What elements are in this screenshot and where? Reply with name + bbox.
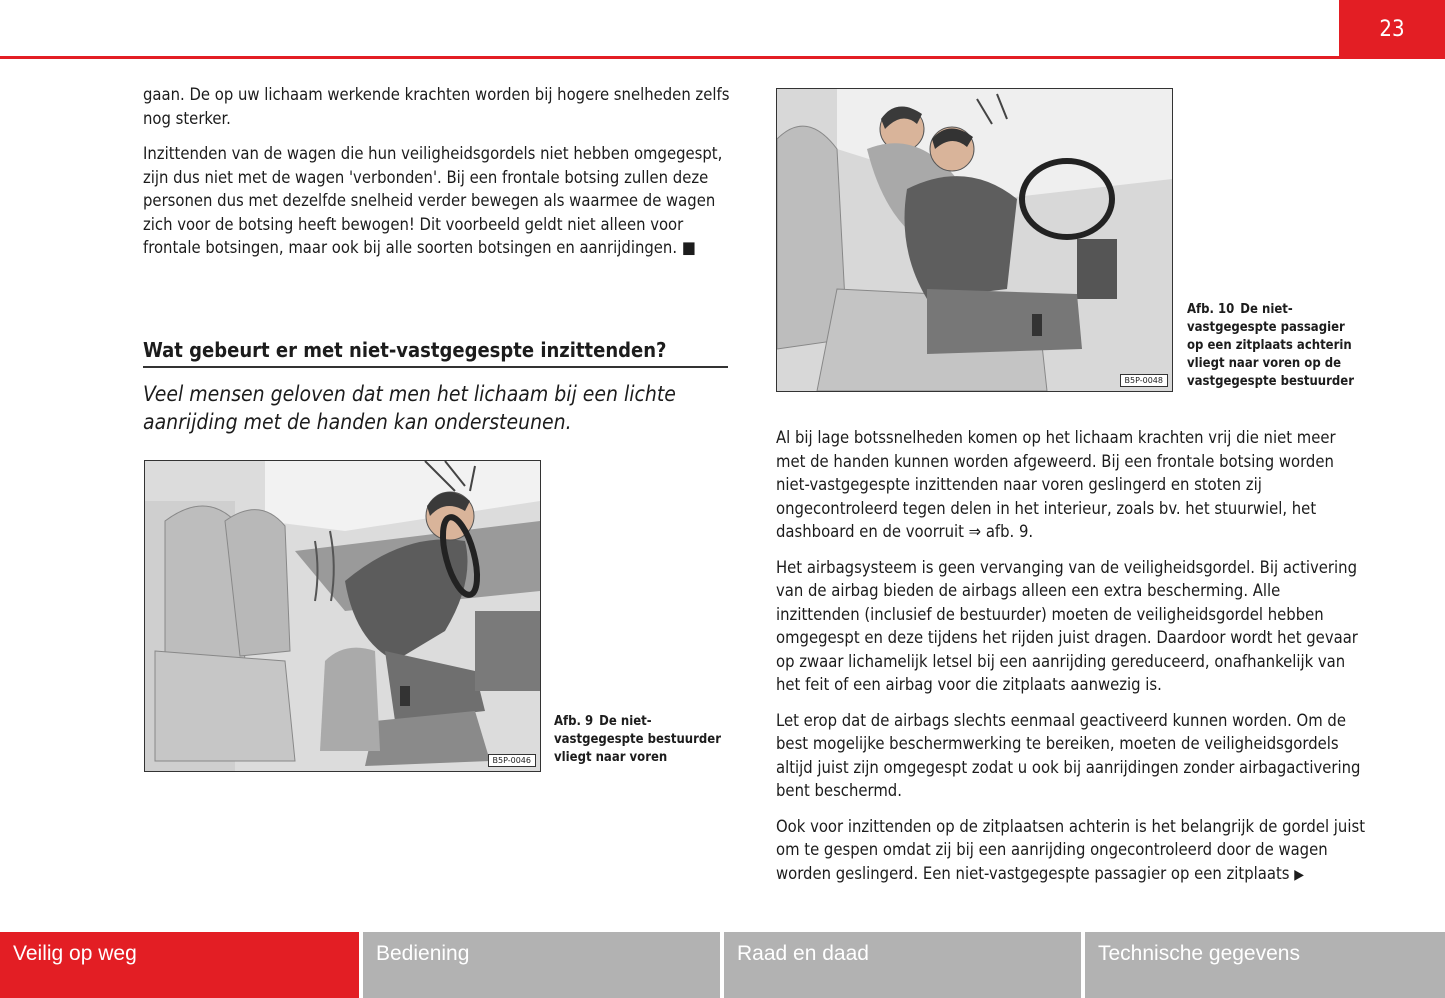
- tab-raad-en-daad[interactable]: Raad en daad: [724, 932, 1081, 998]
- section-lead: Veel mensen geloven dat men het lichaam bij een lichte aanrijding met de handen kan ondersteunen.: [143, 382, 676, 434]
- passenger-crash-drawing: [777, 89, 1172, 391]
- figure-9-caption: [554, 713, 729, 767]
- tab-bediening[interactable]: Bediening: [363, 932, 720, 998]
- figure-10-illustration: [776, 88, 1173, 392]
- paragraph: [776, 815, 1366, 888]
- figure-code: B5P-0046: [488, 754, 536, 767]
- paragraph: Let erop dat de airbags slechts eenmaal geactiveerd kunnen worden. Om de best mogelijke beschermwerking te bereiken, moeten de veiligheidsgordels altijd juist zijn omgegespt zodat u ook bij aanrijdingen zonder airbagactivering bent beschermd.: [776, 710, 1361, 800]
- figure-label: Afb. 10: [1187, 302, 1235, 317]
- continue-arrow-icon[interactable]: ▶: [1294, 866, 1304, 883]
- caption-text: De niet-vastgegespte passagier op een zitplaats achterin vliegt naar voren op de vastgegespte bestuurder: [1187, 302, 1354, 389]
- figure-10-caption: [1187, 301, 1357, 391]
- left-column-text: [143, 83, 733, 272]
- figure-code: B5P-0048: [1120, 374, 1168, 387]
- caption-text: De niet-vastgegespte bestuurder vliegt naar voren: [554, 714, 721, 765]
- paragraph: Het airbagsysteem is geen vervanging van de veiligheidsgordel. Bij activering van de airbag bieden de airbags alleen een extra bescherming. Alle inzittenden (inclusief de bestuurder) moeten de veiligheidsgordel hebben omgegespt en deze tijdens het rijden juist dragen. Daardoor wordt het gevaar op zwaar lichamelijk letsel bij een aanrijding gereduceerd, onafhankelijk van het feit of een airbag voor die zitplaats aanwezig is.: [776, 557, 1358, 694]
- paragraph: gaan. De op uw lichaam werkende krachten worden bij hogere snelheden zelfs nog sterker.: [143, 85, 730, 128]
- paragraph-text: Ook voor inzittenden op de zitplaatsen achterin is het belangrijk de gordel juist om te gespen omdat zij bij een aanrijding ongecontroleerd door de wagen worden geslingerd. Een niet-vastgegespte passagier op een zitplaats: [776, 816, 1366, 883]
- chapter-nav: [0, 932, 1445, 998]
- right-column-text: [776, 426, 1366, 899]
- tab-veilig-op-weg[interactable]: Veilig op weg: [0, 932, 359, 998]
- paragraph: Inzittenden van de wagen die hun veiligheidsgordels niet hebben omgegespt, zijn dus niet met de wagen 'verbonden'. Bij een frontale botsing zullen deze personen dus met dezelfde snelheid verder bewegen als waarmee de wagen zich voor de botsing heeft bewogen! Dit voorbeeld geldt niet alleen voor frontale botsingen, maar ook bij alle soorten botsingen en aanrijdingen. ■: [143, 144, 723, 257]
- section-heading: Wat gebeurt er met niet-vastgegespte inzittenden?: [143, 338, 728, 368]
- header-rule: [0, 56, 1445, 59]
- page-number: 23: [1339, 0, 1445, 58]
- figure-label: Afb. 9: [554, 714, 594, 729]
- paragraph: Al bij lage botssnelheden komen op het lichaam krachten vrij die niet meer met de handen kunnen worden afgeweerd. Bij een frontale botsing worden niet-vastgegespte inzittenden naar voren geslingerd en stoten zij ongecontroleerd tegen delen in het interieur, zoals bv. het stuurwiel, het dashboard en de voorruit ⇒ afb. 9.: [776, 428, 1336, 541]
- figure-9-illustration: [144, 460, 541, 772]
- driver-crash-drawing: [145, 461, 540, 771]
- tab-technische-gegevens[interactable]: Technische gegevens: [1085, 932, 1445, 998]
